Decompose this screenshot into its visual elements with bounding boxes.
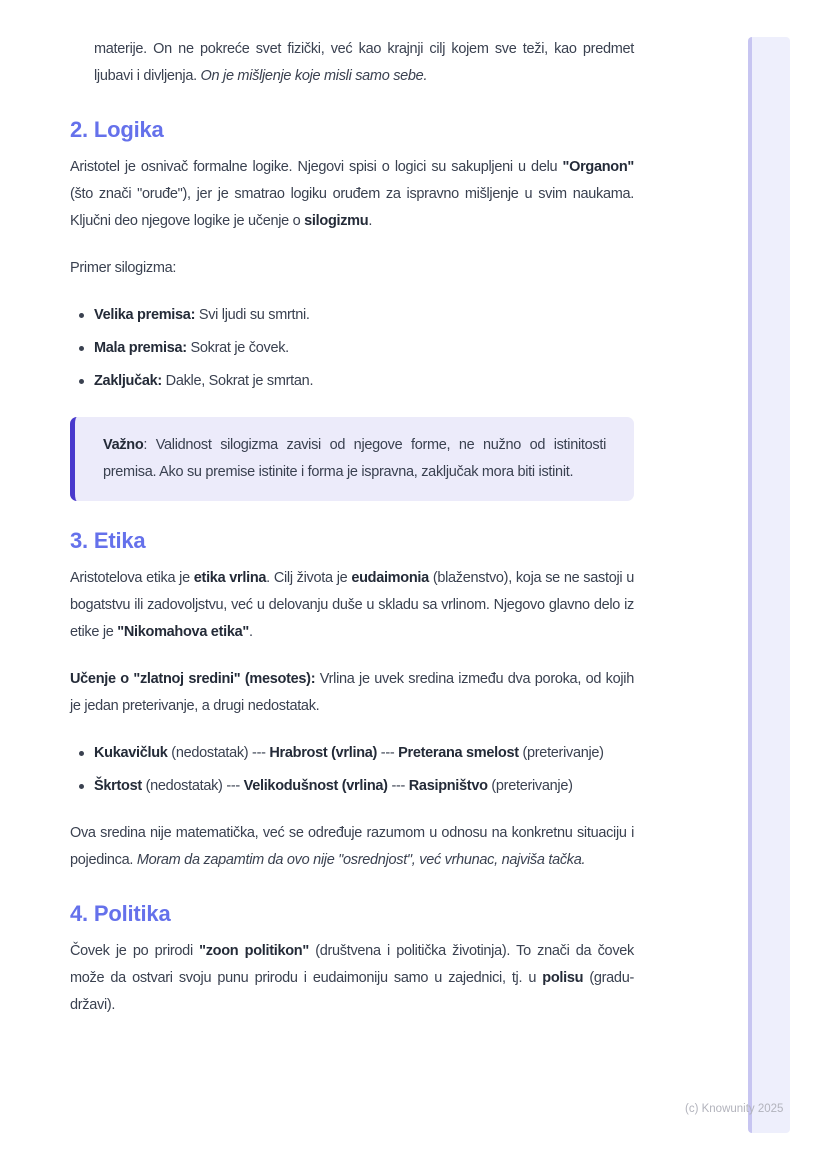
- watermark: (c) Knowunity 2025: [685, 1103, 784, 1115]
- list-item-kukavicluk: Kukavičluk (nedostatak) --- Hrabrost (vrlina) --- Preterana smelost (preterivanje): [70, 740, 634, 767]
- section-heading-politika: 4. Politika: [70, 901, 171, 926]
- section-heading-logika: 2. Logika: [70, 117, 164, 142]
- list-item-skrtost: Škrtost (nedostatak) --- Velikodušnost (vrlina) --- Rasipništvo (preterivanje): [70, 773, 634, 800]
- etika-paragraph: Aristotelova etika je etika vrlina. Cilj života je eudaimonia (blaženstvo), koja se ne sastoji u bogatstvu ili zadovoljstvu, već u delovanju duše u skladu sa vrlinom. Njegovo glavno delo iz etike je "Nikomahova etika".: [70, 570, 634, 640]
- sredina-napomena-paragraph: Ova sredina nije matematička, već se određuje razumom u odnosu na konkretnu situaciju i pojedinca. Moram da zapamtim da ovo nije "osrednjost", već vrhunac, najviša tačka.: [70, 825, 634, 868]
- logika-paragraph: Aristotel je osnivač formalne logike. Njegovi spisi o logici su sakupljeni u delu "Organon" (što znači "oruđe"), jer je smatrao logiku oruđem za ispravno mišljenje u svim naukama. Ključni deo njegove logike je učenje o silogizmu.: [70, 159, 634, 229]
- zlatna-sredina-paragraph: Učenje o "zlatnoj sredini" (mesotes): Vrlina je uvek sredina između dva poroka, od kojih je jedan preterivanje, a drugi nedostatak.: [70, 671, 634, 714]
- intro-continuation-paragraph: materije. On ne pokreće svet fizički, već kao krajnji cilj kojem sve teži, kao predmet ljubavi i divljenja. On je mišljenje koje misli samo sebe.: [94, 41, 634, 84]
- list-item-zakljucak: Zaključak: Dakle, Sokrat je smrtan.: [70, 368, 634, 395]
- list-item-velika-premisa: Velika premisa: Svi ljudi su smrtni.: [70, 302, 634, 329]
- primer-silogizma-label: Primer silogizma:: [70, 260, 177, 276]
- page-edge-strip: [748, 37, 790, 1133]
- document-content: [70, 36, 634, 1039]
- list-item-mala-premisa: Mala premisa: Sokrat je čovek.: [70, 335, 634, 362]
- silogizam-list: [70, 302, 634, 395]
- section-heading-etika: 3. Etika: [70, 528, 146, 553]
- vazno-callout-text: Važno: Validnost silogizma zavisi od njegove forme, ne nužno od istinitosti premisa. Ako su premise istinite i forma je ispravna, zaključak mora biti istinit.: [103, 437, 606, 480]
- vazno-callout: [70, 417, 634, 501]
- politika-paragraph: Čovek je po prirodi "zoon politikon" (društvena i politička životinja). To znači da čovek može da ostvari svoju punu prirodu i eudaimoniju samo u zajednici, tj. u polisu (gradu-državi).: [70, 943, 634, 1013]
- zlatna-sredina-list: [70, 740, 634, 800]
